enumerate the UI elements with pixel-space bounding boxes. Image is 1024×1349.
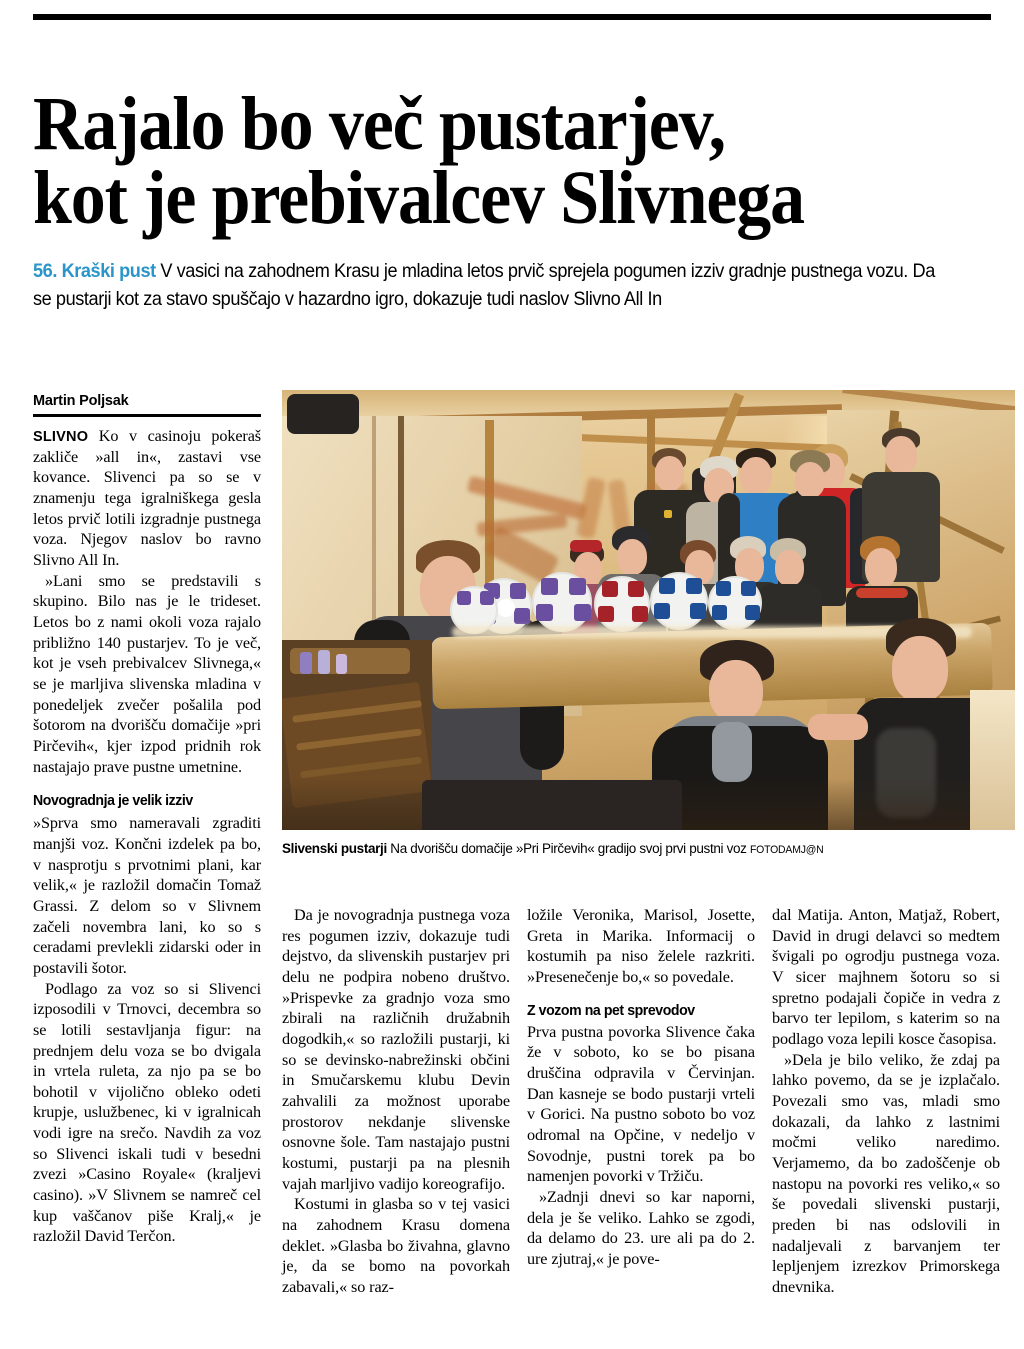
column-3-body [527,905,755,1270]
byline-rule [33,414,261,417]
article-column-4 [772,905,1000,1297]
paragraph [527,905,755,988]
article-column-1 [33,393,261,1247]
paragraph [527,1022,755,1187]
paragraph-text: Kostumi in glasba so v tej vasici na zahodnem Krasu domena deklet. »Glasba bo živahna, glavno je, da se bomo na povorkah zabavali,« so raz- [282,1195,510,1296]
photo-caption [282,841,978,857]
article-column-2 [282,905,510,1297]
section-subhead: Novogradnja je velik izziv [33,792,193,810]
page-title [33,81,935,241]
paragraph-text: dal Matija. Anton, Matjaž, Robert, David in drugi delavci so medtem švigali po ogrodju pustnega voza. V sicer majhnem šotoru so si spretno podajali čopiče in vedra z barvo ter lepilom, s katerim so na podlago voza lepili kosce časopisa. [772,906,1000,1048]
paragraph [282,905,510,1194]
paragraph-text: »Zadnji dnevi so kar naporni, dela je še veliko. Lahko se zgodi, da delamo do 23. ure ali pa do 2. ure zjutraj,« je pove- [527,1188,755,1268]
lead-text: V vasici na zahodnem Krasu je mladina letos prvič sprejela pogumen izziv gradnje pustnega vozu. Da se pustarji kot za stavo spuščajo v hazardno igro, dokazuje tudi naslov Slivno All In [33,260,935,310]
top-divider-rule [33,14,991,20]
section-subhead: Z vozom na pet sprevodov [527,1001,695,1019]
column-1-body [33,426,261,1247]
article-photo [282,390,1015,830]
article-column-3 [527,905,755,1270]
dateline: SLIVNO [33,429,89,445]
paragraph-text: »Dela je bilo veliko, že zdaj pa lahko povemo, da se je izplačalo. Povezali smo vas, mladi smo dokazali, da lahko z lastnimi močmi veliko naredimo. Verjamemo, da bo zadoščenje ob nastopu na povorki res veliko,« so še povedali slivenski pustarji, preden bi nas odslovili in nadaljevali z barvanjem ter lepljenjem izrezkov Primorskega dnevnika. [772,1050,1000,1296]
paragraph-text: Podlago za voz so si Slivenci izposodili v Trnovci, decembra so se lotili sestavljanja figur: na prednjem delu voza se bo dvigala in vrtela ruleta, za njo pa se bo bohotil v vijolično obleko odeti krupje, uslužbenec, ki v igralnicah vodi igre na srečo. Navdih za voz so Slivenci iskali tudi v besedni zvezi »Casino Royale« (kraljevi casino). »V Slivnem se namreč cel kup vaščanov piše Kralj,« je razložil David Terčon. [33,979,261,1246]
column-2-body [282,905,510,1297]
paragraph [33,813,261,978]
paragraph [527,1187,755,1270]
caption-lead: Slivenski pustarji [282,841,387,857]
paragraph [33,426,261,571]
column-4-body [772,905,1000,1297]
paragraph-text: Ko v casinoju pokeraš zakliče »all in«, zastavi vse kovance. Slivenci pa so se v znamenju tega igralniškega gesla letos prvič lotili izgradnje pustnega voza. Njegov naslov bo ravno Slivno All In. [33,427,261,569]
paragraph [33,571,261,778]
byline: Martin Poljsak [33,393,129,409]
photo-credit: FOTODAMJ@N [749,844,824,856]
headline-line-2: kot je prebivalcev Slivnega [33,156,805,241]
caption-text: Na dvorišču domačije »Pri Pirčevih« gradijo svoj prvi pustni voz [386,841,750,857]
paragraph-text: Prva pustna povorka Slivence čaka že v soboto, ko se bo pisana druščina odpravila v Červinjan. Dan kasneje se bodo pustarji vrteli v Gorici. Na pustno soboto bo voz odromal na Opčine, v nedeljo v Sovodnje, pustni torek pa bo namenjen povorki v Tržiču. [527,1022,755,1186]
paragraph [33,979,261,1248]
standfirst [33,258,946,313]
photo-illustration [282,390,1015,830]
paragraph [282,1194,510,1297]
paragraph-text: Da je novogradnja pustnega voza res pogumen izziv, dokazuje tudi dejstvo, da slivenskih pustarjev pri delu ne podpira nobeno društvo. »Prispevke za gradnjo voza smo zbirali na različnih družabnih dogodkih,« so razložili pustarji, ki so se devinsko-nabrežinski občini in Smučarskemu klubu Devin zahvalili za možnost uporabe prostorov nekdanje slivenske osnovne šole. Tam nastajajo pustni kostumi, pustarji pa na plesnih vajah marljivo vadijo koreografijo. [282,906,510,1193]
paragraph [772,905,1000,1050]
paragraph [772,1050,1000,1298]
lead-kicker: 56. Kraški pust [33,260,156,282]
headline-line-1: Rajalo bo več pustarjev, [33,81,726,166]
paragraph-text: »Sprva smo nameravali zgraditi manjši voz. Končni izdelek pa bo, v nasprotju s prvotnimi plani, kar velik,« je razložil domačin Tomaž Grassi. Z delom so v Slivnem začeli novembra lani, ko so s ceradami prevlekli zidarski oder in postavili šotor. [33,814,261,977]
paragraph-text: ložile Veronika, Marisol, Josette, Greta in Marika. Informacij o kostumih pa niso želele razkriti. »Presenečenje bo,« so povedale. [527,906,755,986]
paragraph-text: »Lani smo se predstavili s skupino. Bilo nas je le trideset. Letos bo z nami okoli voza rajalo približno 140 pustarjev. To je več, kot je vseh prebivalcev Slivnega,« se je marljiva slivenska mladina v ponedeljek zvečer pošalila pod šotorom na dvorišču domačije »pri Pirčevih«, kjer izpod pridnih rok nastajajo prave pustne umetnine. [33,571,261,776]
